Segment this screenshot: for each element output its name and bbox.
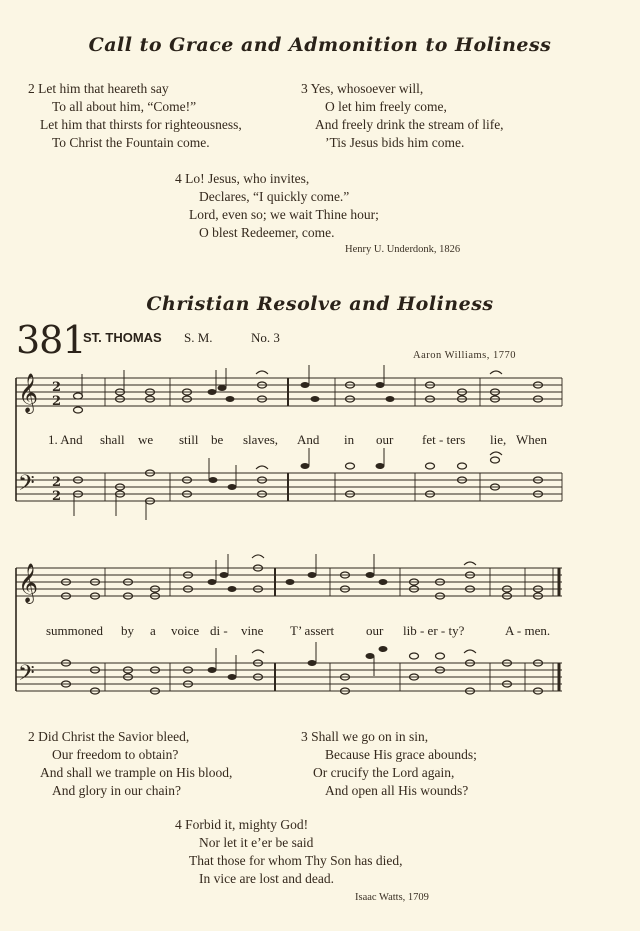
lyric-syllable: A - men. (505, 623, 551, 638)
lyric-syllable: lib - er - ty? (403, 623, 465, 638)
verse-line: O let him freely come, (325, 99, 447, 114)
verse-line: Because His grace abounds; (325, 747, 477, 762)
svg-text:2: 2 (52, 489, 62, 504)
lyric-syllable: shall (100, 432, 125, 447)
lyric-syllable: vine (241, 623, 264, 638)
lyric-syllable: voice (171, 623, 200, 638)
meter: S. M. (184, 330, 213, 345)
verse-line: Nor let it e’er be said (199, 835, 314, 850)
verse-line: And glory in our chain? (52, 783, 181, 798)
svg-text:2: 2 (52, 394, 62, 409)
verse-line: And open all His wounds? (325, 783, 469, 798)
lyric-syllable: a (150, 623, 156, 638)
lyric-syllable: in (344, 432, 355, 447)
lyric-syllable: we (138, 432, 154, 447)
verse-line: ’Tis Jesus bids him come. (325, 135, 465, 150)
verse-line: Forbid it, mighty God! (185, 817, 309, 832)
lyric-syllable: by (121, 623, 134, 638)
verse-2-call-to-grace (28, 80, 242, 152)
hymn-number: 381 (16, 318, 86, 362)
lyric-syllable: summoned (46, 623, 104, 638)
treble-clef-icon: 𝄞 (18, 563, 39, 603)
verse-line: Did Christ the Savior bleed, (38, 729, 190, 744)
lyrics-line-1 (0, 432, 640, 450)
lyric-syllable: our (366, 623, 384, 638)
verse-line: In vice are lost and dead. (199, 871, 334, 886)
verse-line: And shall we trample on His blood, (40, 765, 233, 780)
section-title-call-to-grace: Call to Grace and Admonition to Holiness (88, 34, 552, 56)
verse-line: Lo! Jesus, who invites, (185, 171, 310, 186)
verse-line: Our freedom to obtain? (52, 747, 179, 762)
verse-line: And freely drink the stream of life, (315, 117, 504, 132)
verse-line: To all about him, “Come!” (52, 99, 197, 114)
author-credit: Isaac Watts, 1709 (355, 892, 429, 903)
verse-number: 4 (175, 817, 182, 832)
lyric-syllable: 1. And (48, 432, 83, 447)
lyric-syllable: slaves, (243, 432, 279, 447)
verse-number: 3 (301, 81, 308, 96)
verse-number: 2 (28, 729, 35, 744)
lyric-syllable: fet - ters (422, 432, 466, 447)
lyric-syllable: And (297, 432, 320, 447)
verse-2-christian-resolve (28, 728, 232, 800)
verse-line: Yes, whosoever will, (310, 81, 424, 96)
bass-clef-icon: 𝄢 (18, 661, 35, 691)
svg-text:2: 2 (52, 475, 62, 490)
composer-credit: Aaron Williams, 1770 (413, 350, 516, 361)
verse-line: Let him that thirsts for righteousness, (40, 117, 242, 132)
tune-number: No. 3 (251, 330, 280, 345)
lyrics-line-2 (0, 623, 640, 641)
author-credit: Henry U. Underdonk, 1826 (345, 244, 461, 255)
lyric-syllable: lie, (490, 432, 507, 447)
lyric-syllable: still (179, 432, 199, 447)
verse-3-call-to-grace (301, 80, 504, 152)
verse-number: 2 (28, 81, 35, 96)
treble-clef-icon: 𝄞 (18, 373, 39, 413)
verse-number: 3 (301, 729, 308, 744)
lyric-syllable: our (376, 432, 394, 447)
tune-name: ST. THOMAS (83, 330, 162, 345)
verse-3-christian-resolve (301, 728, 477, 800)
verse-4-call-to-grace (175, 170, 379, 242)
lyric-syllable: When (516, 432, 548, 447)
lyric-syllable: di - (210, 623, 228, 638)
verse-line: Let him that heareth say (38, 81, 169, 96)
verse-line: Lord, even so; we wait Thine hour; (189, 207, 379, 222)
verse-line: O blest Redeemer, come. (199, 225, 335, 240)
lyric-syllable: be (211, 432, 224, 447)
verse-line: That those for whom Thy Son has died, (189, 853, 403, 868)
verse-line: Or crucify the Lord again, (313, 765, 455, 780)
verse-number: 4 (175, 171, 182, 186)
verse-line: Shall we go on in sin, (311, 729, 429, 744)
svg-text:2: 2 (52, 380, 62, 395)
section-title-christian-resolve: Christian Resolve and Holiness (146, 293, 494, 315)
verse-4-christian-resolve (175, 816, 402, 888)
verse-line: To Christ the Fountain come. (52, 135, 210, 150)
bass-clef-icon: 𝄢 (18, 471, 35, 501)
verse-line: Declares, “I quickly come.” (199, 189, 350, 204)
lyric-syllable: T’ assert (290, 623, 335, 638)
